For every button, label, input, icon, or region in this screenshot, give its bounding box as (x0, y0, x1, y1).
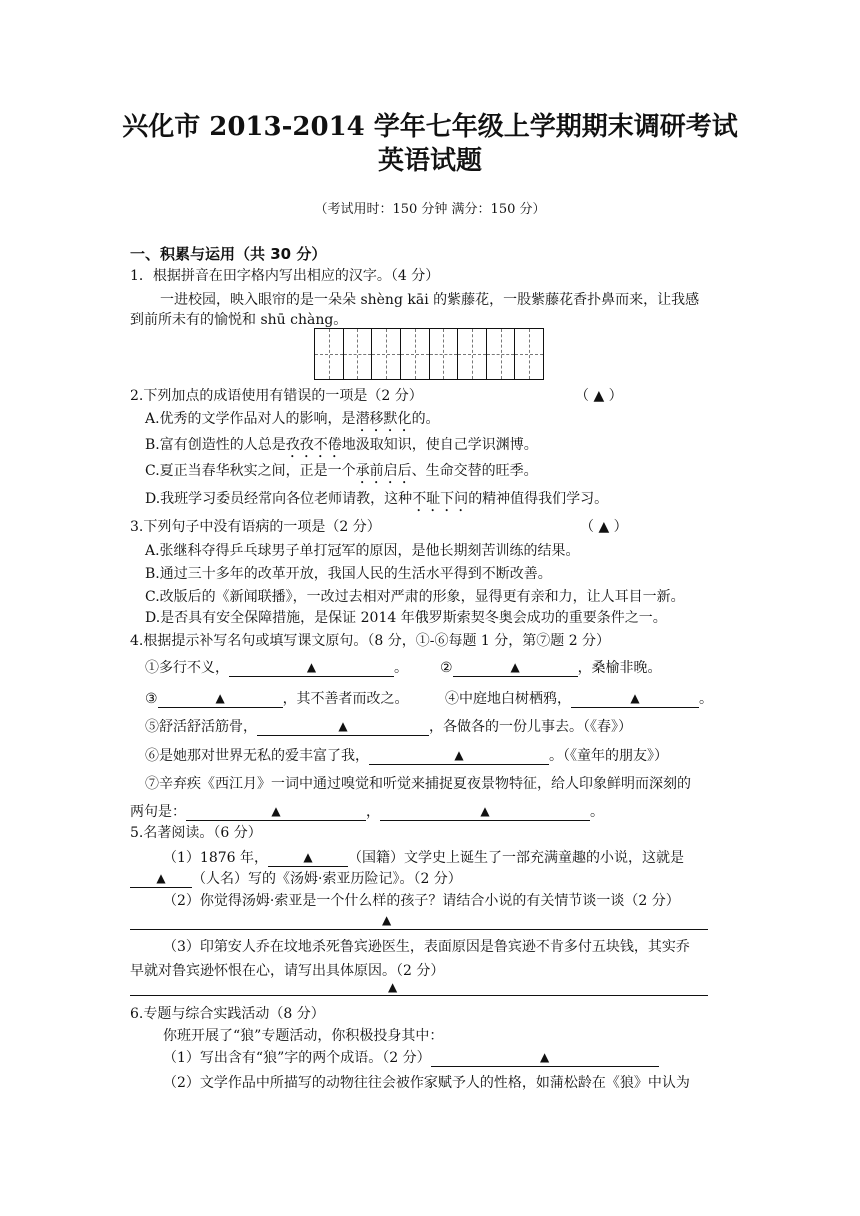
answer-blank[interactable]: ▲ (158, 691, 283, 708)
q3-option-b: B.通过三十多年的改革开放，我国人民的生活水平得到不断改善。 (145, 566, 552, 582)
tianzige-grid[interactable] (314, 328, 544, 380)
q3-stem: 3.下列句子中没有语病的一项是（2 分） (130, 519, 381, 535)
q5-part2: （2）你觉得汤姆·索亚是一个什么样的孩子？请结合小说的有关情节谈一谈（2 分） (163, 893, 680, 909)
q4-line3: ⑤舒活舒活筋骨， ▲ ，各做各的一份儿事去。（《春》） (145, 719, 632, 735)
q4-line1b: ② ▲ ，桑榆非晚。 (440, 660, 662, 676)
q2-stem: 2.下列加点的成语使用有错误的一项是（2 分） (130, 388, 423, 404)
answer-line[interactable] (130, 995, 708, 996)
q2-answer-slot[interactable]: （ ▲ ） (575, 388, 623, 404)
answer-blank[interactable]: ▲ (257, 719, 429, 736)
q2-option-c: C.夏正当春华秋实之间，正是一个承前启后、生命交替的旺季。 (145, 463, 538, 479)
q5-part3b: 早就对鲁宾逊怀恨在心，请写出具体原因。（2 分） (130, 963, 445, 979)
q4-line4: ⑥是她那对世界无私的爱丰富了我， ▲ 。（《童年的朋友》） (145, 748, 668, 764)
q1-stem: 1．根据拼音在田字格内写出相应的汉字。（4 分） (130, 268, 440, 284)
q4-line1: ①多行不义， ▲ 。 (145, 660, 408, 676)
q5-part3a: （3）印第安人乔在坟地杀死鲁宾逊医生，表面原因是鲁宾逊不肯多付五块钱，其实乔 (163, 939, 690, 955)
q3-option-a: A.张继科夺得乒乓球男子单打冠军的原因，是他长期刻苦训练的结果。 (145, 543, 580, 559)
q5-part1b: ▲ （人名）写的《汤姆·索亚历险记》。（2 分） (130, 868, 462, 888)
grid-cell[interactable] (315, 329, 344, 379)
grid-cell[interactable] (401, 329, 430, 379)
answer-line[interactable] (130, 929, 708, 930)
answer-marker: ▲ (382, 913, 392, 927)
q2-option-b: B.富有创造性的人总是孜孜不倦地汲取知识，使自己学识渊博。 (145, 437, 538, 453)
answer-blank[interactable]: ▲ (186, 804, 366, 821)
q4-stem: 4.根据提示补写名句或填写课文原句。（8 分，①-⑥每题 1 分，第⑦题 2 分） (130, 633, 611, 649)
q3-option-d: D.是否具有安全保障措施，是保证 2014 年俄罗斯索契冬奥会成功的重要条件之一。 (145, 610, 667, 626)
answer-blank[interactable]: ▲ (431, 1050, 659, 1067)
answer-blank[interactable]: ▲ (369, 748, 549, 765)
answer-blank[interactable]: ▲ (380, 804, 590, 821)
q1-text-b: 到前所未有的愉悦和 shū chàng。 (130, 312, 348, 328)
q2-option-a: A.优秀的文学作品对人的影响，是潜移默化的。 (145, 411, 440, 427)
q4-line6: 两句是： ▲ ， ▲ 。 (130, 804, 604, 820)
q5-stem: 5.名著阅读。（6 分） (130, 825, 262, 841)
answer-blank[interactable]: ▲ (571, 691, 699, 708)
answer-blank[interactable]: ▲ (453, 660, 578, 677)
q2-option-d: D.我班学习委员经常向各位老师请教，这种不耻下问的精神值得我们学习。 (145, 491, 609, 507)
q5-part1: （1）1876 年， ▲ （国籍）文学史上诞生了一部充满童趣的小说，这就是 (163, 850, 684, 866)
grid-cell[interactable] (458, 329, 487, 379)
q3-answer-slot[interactable]: （ ▲ ） (580, 519, 628, 535)
page-title: 兴化市 2013-2014 学年七年级上学期期末调研考试 (122, 112, 738, 142)
q6-intro: 你班开展了“狼”专题活动，你积极投身其中： (163, 1028, 444, 1044)
section-heading: 一、积累与运用（共 30 分） (130, 245, 327, 263)
answer-marker: ▲ (388, 980, 398, 994)
grid-cell[interactable] (487, 329, 516, 379)
answer-blank[interactable]: ▲ (130, 871, 192, 888)
grid-cell[interactable] (430, 329, 459, 379)
grid-cell[interactable] (344, 329, 373, 379)
answer-blank[interactable]: ▲ (268, 850, 348, 867)
grid-cell[interactable] (372, 329, 401, 379)
q3-option-c: C.改版后的《新闻联播》，一改过去相对严肃的形象，显得更有亲和力，让人耳目一新。 (145, 589, 685, 605)
q1-text-a: 一进校园，映入眼帘的是一朵朵 shèng kāi 的紫藤花，一股紫藤花香扑鼻而来，让我感 (160, 292, 700, 308)
answer-blank[interactable]: ▲ (229, 660, 394, 677)
exam-info: （考试用时：150 分钟 满分：150 分） (314, 202, 546, 217)
q6-part1: （1）写出含有“狼”字的两个成语。（2 分） ▲ (163, 1047, 659, 1067)
q4-line2b: ④中庭地白树栖鸦， ▲ 。 (445, 691, 713, 707)
q4-line2: ③ ▲ ，其不善者而改之。 (145, 691, 409, 707)
q6-part2: （2）文学作品中所描写的动物往往会被作家赋予人的性格，如蒲松龄在《狼》中认为 (163, 1075, 690, 1091)
q4-line5: ⑦辛弃疾《西江月》一词中通过嗅觉和听觉来捕捉夏夜景物特征，给人印象鲜明而深刻的 (145, 776, 691, 792)
grid-cell[interactable] (515, 329, 543, 379)
q6-stem: 6.专题与综合实践活动（8 分） (130, 1006, 325, 1022)
page-subtitle: 英语试题 (377, 146, 482, 176)
